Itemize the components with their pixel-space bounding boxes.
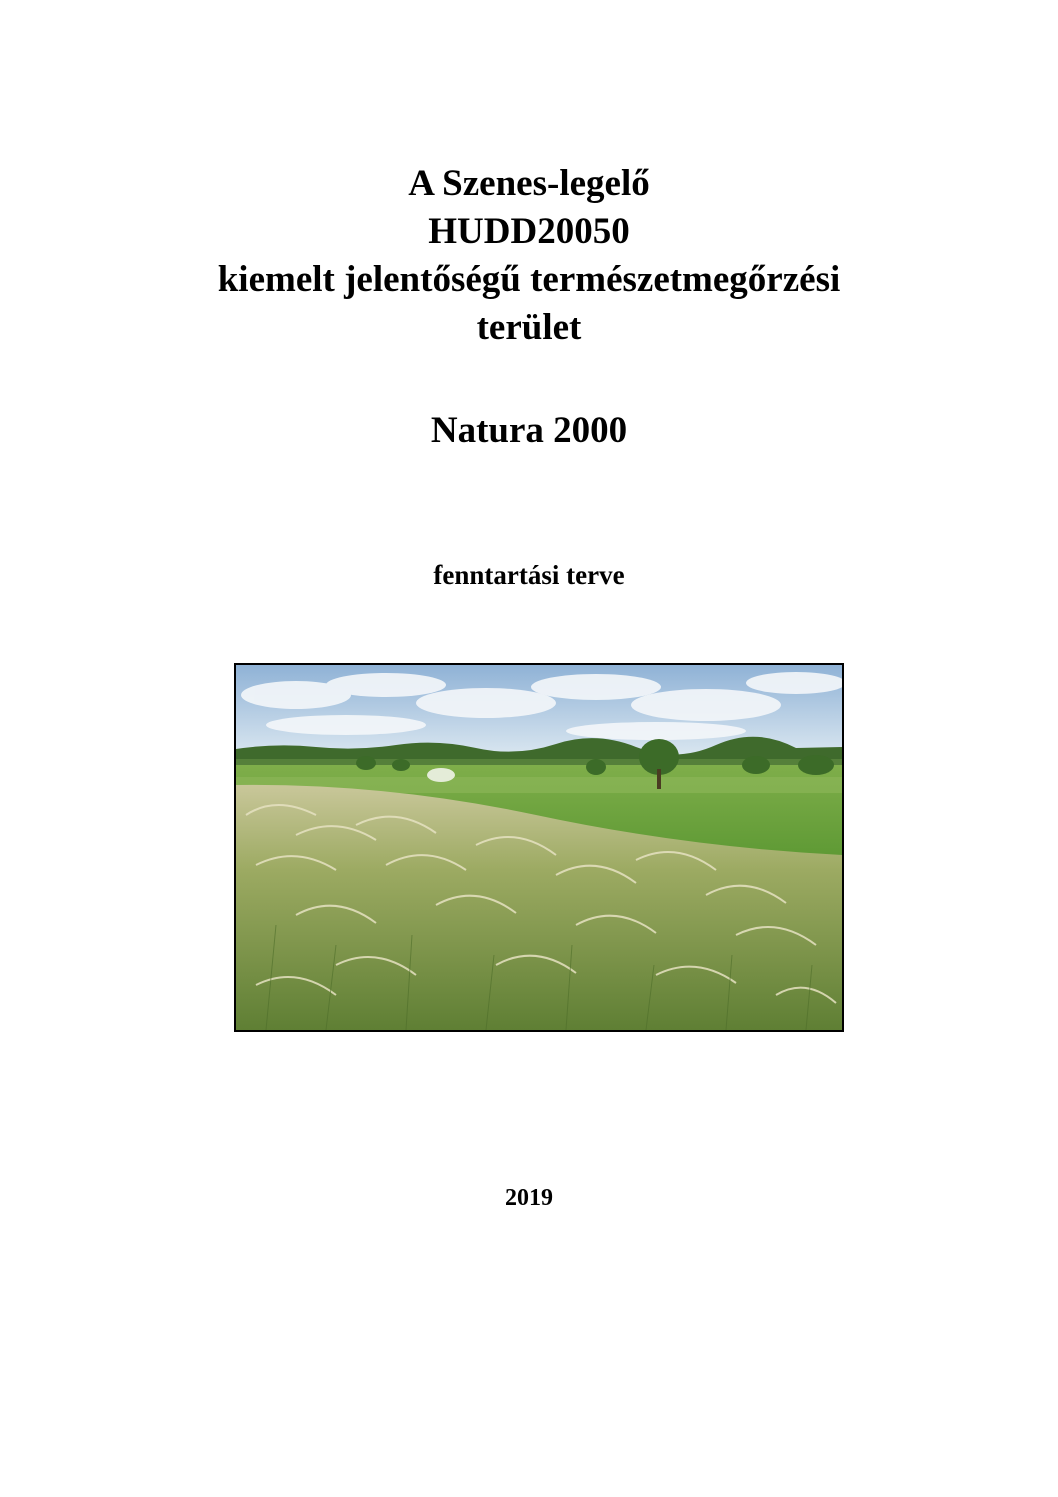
publication-year: 2019 (505, 1185, 553, 1211)
title-line-site-name: A Szenes-legelő (408, 163, 650, 204)
cover-photo (234, 663, 844, 1032)
grassland-landscape-image (236, 665, 842, 1030)
document-title (0, 160, 1058, 352)
title-line-designation: kiemelt jelentőségű természetmegőrzési (217, 259, 841, 300)
document-subtitle: fenntartási terve (433, 560, 625, 590)
program-title: Natura 2000 (430, 410, 628, 451)
title-line-area: terület (476, 307, 582, 348)
title-line-site-code: HUDD20050 (428, 211, 630, 252)
